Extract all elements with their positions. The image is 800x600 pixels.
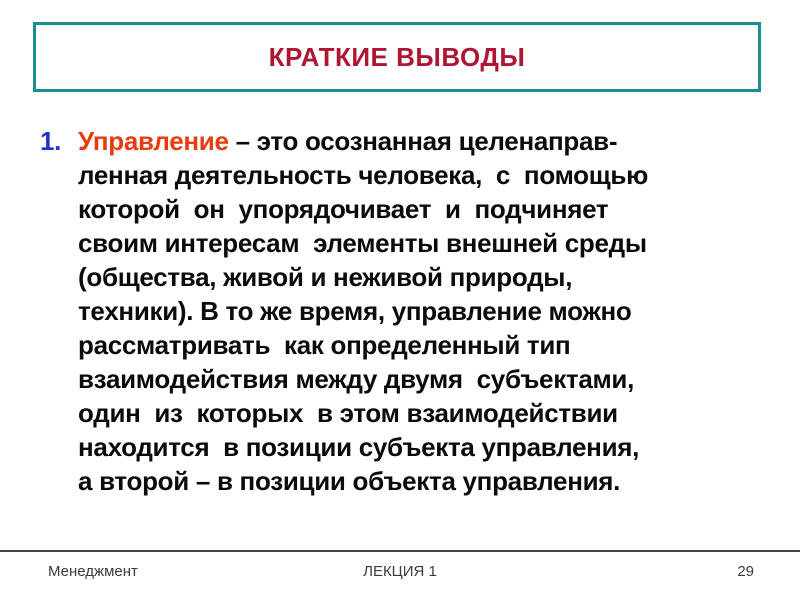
highlighted-term: Управление xyxy=(78,126,229,156)
body-line: своим интересам элементы внешней среды xyxy=(78,228,647,258)
body-line: один из которых в этом взаимодействии xyxy=(78,398,618,428)
body-line: рассматривать как определенный тип xyxy=(78,330,571,360)
slide-footer xyxy=(0,563,800,580)
slide-body xyxy=(40,124,766,498)
body-line: техники). В то же время, управление можно xyxy=(78,296,632,326)
body-line: взаимодействия между двумя субъектами, xyxy=(78,364,635,394)
slide-title-box xyxy=(33,22,761,92)
body-line: которой он упорядочивает и подчиняет xyxy=(78,194,609,224)
footer-page-number: 29 xyxy=(737,563,754,580)
footer-lecture-label: ЛЕКЦИЯ 1 xyxy=(363,563,437,580)
body-line-text: – это осознанная целенаправ- xyxy=(228,126,618,156)
body-line: а второй – в позиции объекта управления. xyxy=(78,466,621,496)
body-line: находится в позиции субъекта управления, xyxy=(78,432,640,462)
list-item-number: 1. xyxy=(40,126,62,156)
body-line xyxy=(40,124,766,158)
footer-divider xyxy=(0,550,800,552)
body-line: (общества, живой и неживой природы, xyxy=(78,262,573,292)
footer-course-name: Менеджмент xyxy=(48,563,138,580)
body-line: ленная деятельность человека, с помощью xyxy=(78,160,648,190)
slide-title: КРАТКИЕ ВЫВОДЫ xyxy=(268,41,526,72)
